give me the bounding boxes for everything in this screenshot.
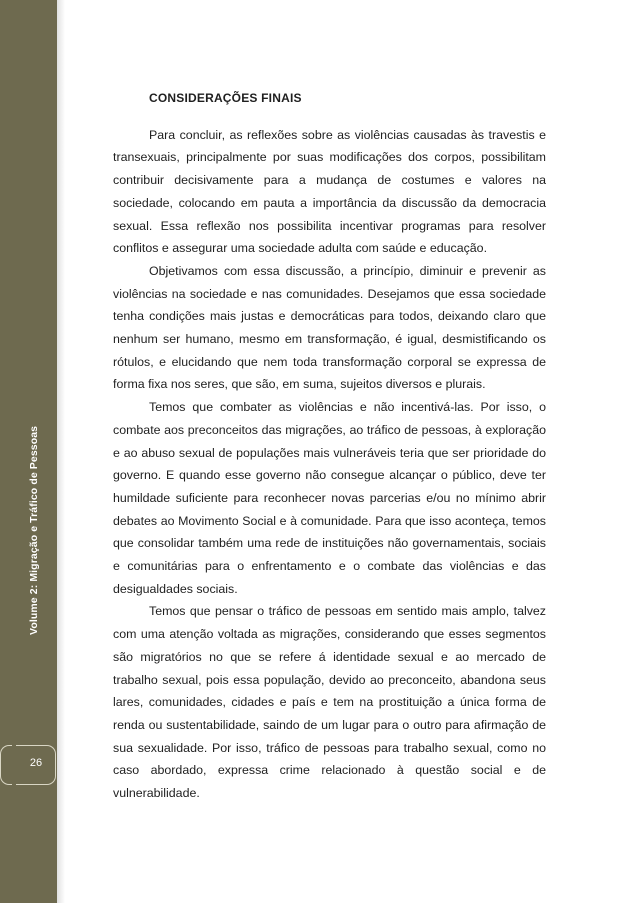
paragraph: Temos que pensar o tráfico de pessoas em sentido mais amplo, talvez com uma atenção voltada as migrações, considerando que esses segmentos são migratórios no que se refere á identidade sexual e ao mercado de trabalho sexual, pois essa população, devido ao preconceito, abandona seus lares, comunidades, cidades e país e tem na prostituição a única forma de renda ou sustentabilidade, saindo de um lugar para o outro para afirmação de sua sexualidade. Por isso, tráfico de pessoas para trabalho sexual, como no caso abordado, expressa crime relacionado à questão social e de vulnerabilidade. [113,604,546,801]
section-heading: CONSIDERAÇÕES FINAIS [149,91,302,105]
paragraph: Para concluir, as reflexões sobre as violências causadas às travestis e transexuais, principalmente por suas modificações dos corpos, possibilitam contribuir decisivamente para a mudança de costumes e valores na sociedade, colocando em pauta a importância da discussão da democracia sexual. Essa reflexão nos possibilita incentivar programas para resolver conflitos e assegurar uma sociedade adulta com saúde e educação. [113,127,546,256]
paragraph: Temos que combater as violências e não incentivá-las. Por isso, o combate aos preconceitos das migrações, ao tráfico de pessoas, à exploração e ao abuso sexual de populações mais vulneráveis teria que ser prioridade do governo. E quando esse governo não consegue alcançar o público, deve ter humildade suficiente para reconhecer novas parcerias e/ou no mínimo abrir debates ao Movimento Social e à comunidade. Para que isso aconteça, temos que consolidar também uma rede de instituições não governamentais, sociais e comunitárias para o enfrentamento e o combate das violências e das desigualdades sociais. [113,400,546,596]
document-body [113,87,546,805]
page-number: 26 [29,757,43,769]
paragraph: Objetivamos com essa discussão, a princípio, diminuir e prevenir as violências na sociedade e nas comunidades. Desejamos que essa sociedade tenha condições mais justas e democráticas para todos, deixando claro que nenhum ser humano, mesmo em transformação, é igual, desmistificando os rótulos, e elucidando que nem toda transformação corporal se expressa de forma fixa nos seres, que são, em suma, sujeitos diversos e plurais. [113,263,546,392]
volume-title: Volume 2: Migração e Tráfico de Pessoas [28,425,40,635]
page-edge-shadow [57,0,65,903]
